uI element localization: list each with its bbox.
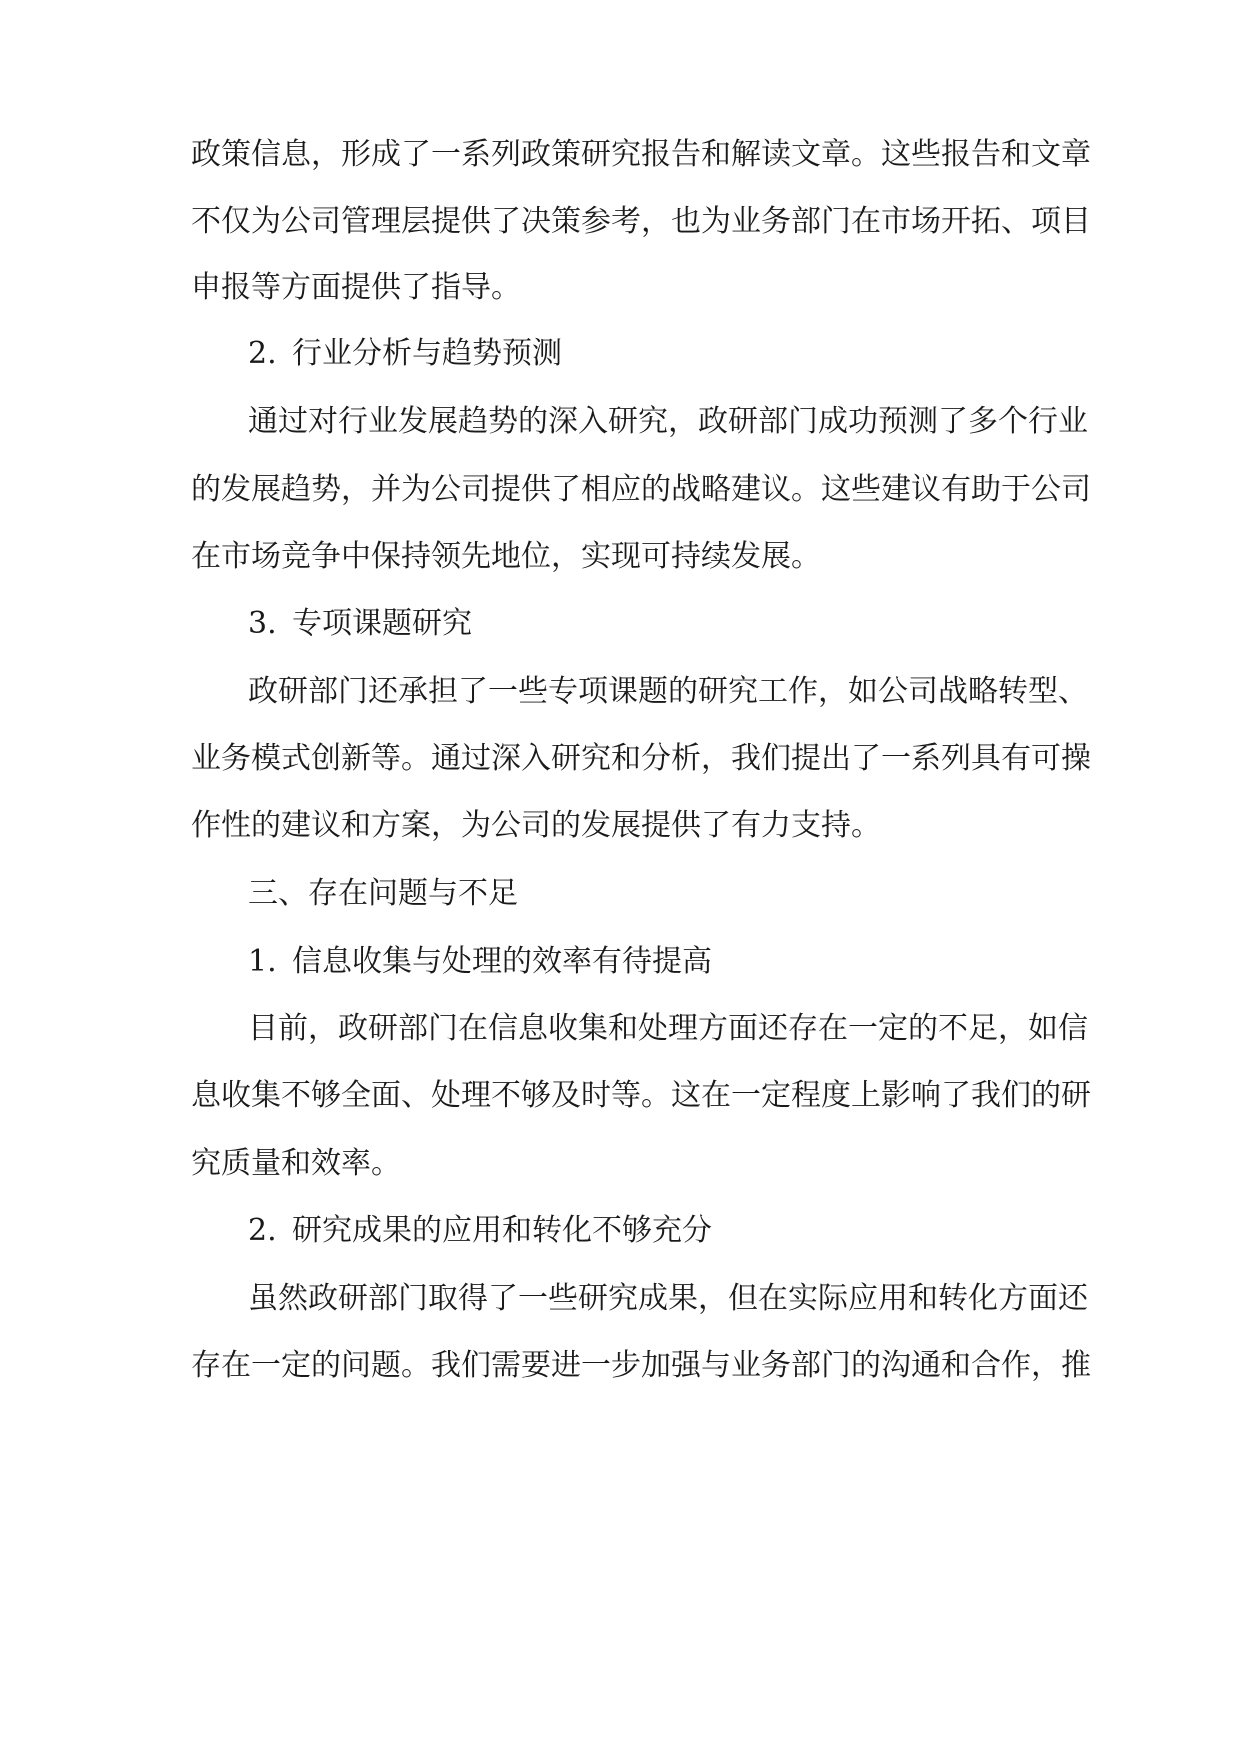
subheading-number: 1.: [248, 944, 277, 979]
text-line: 虽然政研部门取得了一些研究成果，但在实际应用和转化方面还: [248, 1281, 1088, 1316]
text-line: 政策信息，形成了一系列政策研究报告和解读文章。这些报告和文章: [191, 137, 1091, 172]
subheading-2: [0, 332, 1241, 376]
subheading-3: [0, 602, 1241, 646]
paragraph-line: [0, 804, 1241, 848]
subheading-s1: [0, 940, 1241, 984]
subheading-number: 2.: [248, 336, 277, 371]
paragraph-line: [0, 1074, 1241, 1118]
subheading-text: 研究成果的应用和转化不够充分: [292, 1213, 712, 1248]
paragraph-line: [0, 1142, 1241, 1186]
paragraph-line: [0, 737, 1241, 781]
subheading-text: 信息收集与处理的效率有待提高: [292, 944, 712, 979]
text-line: 究质量和效率。: [191, 1146, 401, 1181]
paragraph-line: [0, 266, 1241, 310]
paragraph-line: [0, 133, 1241, 177]
subheading-text: 专项课题研究: [292, 606, 472, 641]
text-line: 息收集不够全面、处理不够及时等。这在一定程度上影响了我们的研: [191, 1078, 1091, 1113]
paragraph-line: [0, 200, 1241, 244]
text-line: 政研部门还承担了一些专项课题的研究工作，如公司战略转型、: [248, 674, 1088, 709]
text-line: 目前，政研部门在信息收集和处理方面还存在一定的不足，如信: [248, 1011, 1088, 1046]
section-heading-text: 三、存在问题与不足: [248, 876, 518, 911]
paragraph-line: [0, 400, 1241, 444]
text-line: 通过对行业发展趋势的深入研究，政研部门成功预测了多个行业: [248, 404, 1088, 439]
text-line: 不仅为公司管理层提供了决策参考，也为业务部门在市场开拓、项目: [191, 204, 1091, 239]
text-line: 申报等方面提供了指导。: [191, 270, 521, 305]
paragraph-line: [0, 1277, 1241, 1321]
section-heading: [0, 872, 1241, 916]
paragraph-line: [0, 535, 1241, 579]
subheading-s2: [0, 1209, 1241, 1253]
text-line: 在市场竞争中保持领先地位，实现可持续发展。: [191, 539, 821, 574]
subheading-number: 3.: [248, 606, 277, 641]
subheading-text: 行业分析与趋势预测: [292, 336, 562, 371]
subheading-number: 2.: [248, 1213, 277, 1248]
paragraph-line: [0, 670, 1241, 714]
text-line: 作性的建议和方案，为公司的发展提供了有力支持。: [191, 808, 881, 843]
paragraph-line: [0, 1344, 1241, 1388]
paragraph-line: [0, 1007, 1241, 1051]
paragraph-line: [0, 468, 1241, 512]
text-line: 业务模式创新等。通过深入研究和分析，我们提出了一系列具有可操: [191, 741, 1091, 776]
text-line: 的发展趋势，并为公司提供了相应的战略建议。这些建议有助于公司: [191, 472, 1091, 507]
text-line: 存在一定的问题。我们需要进一步加强与业务部门的沟通和合作，推: [191, 1348, 1091, 1383]
